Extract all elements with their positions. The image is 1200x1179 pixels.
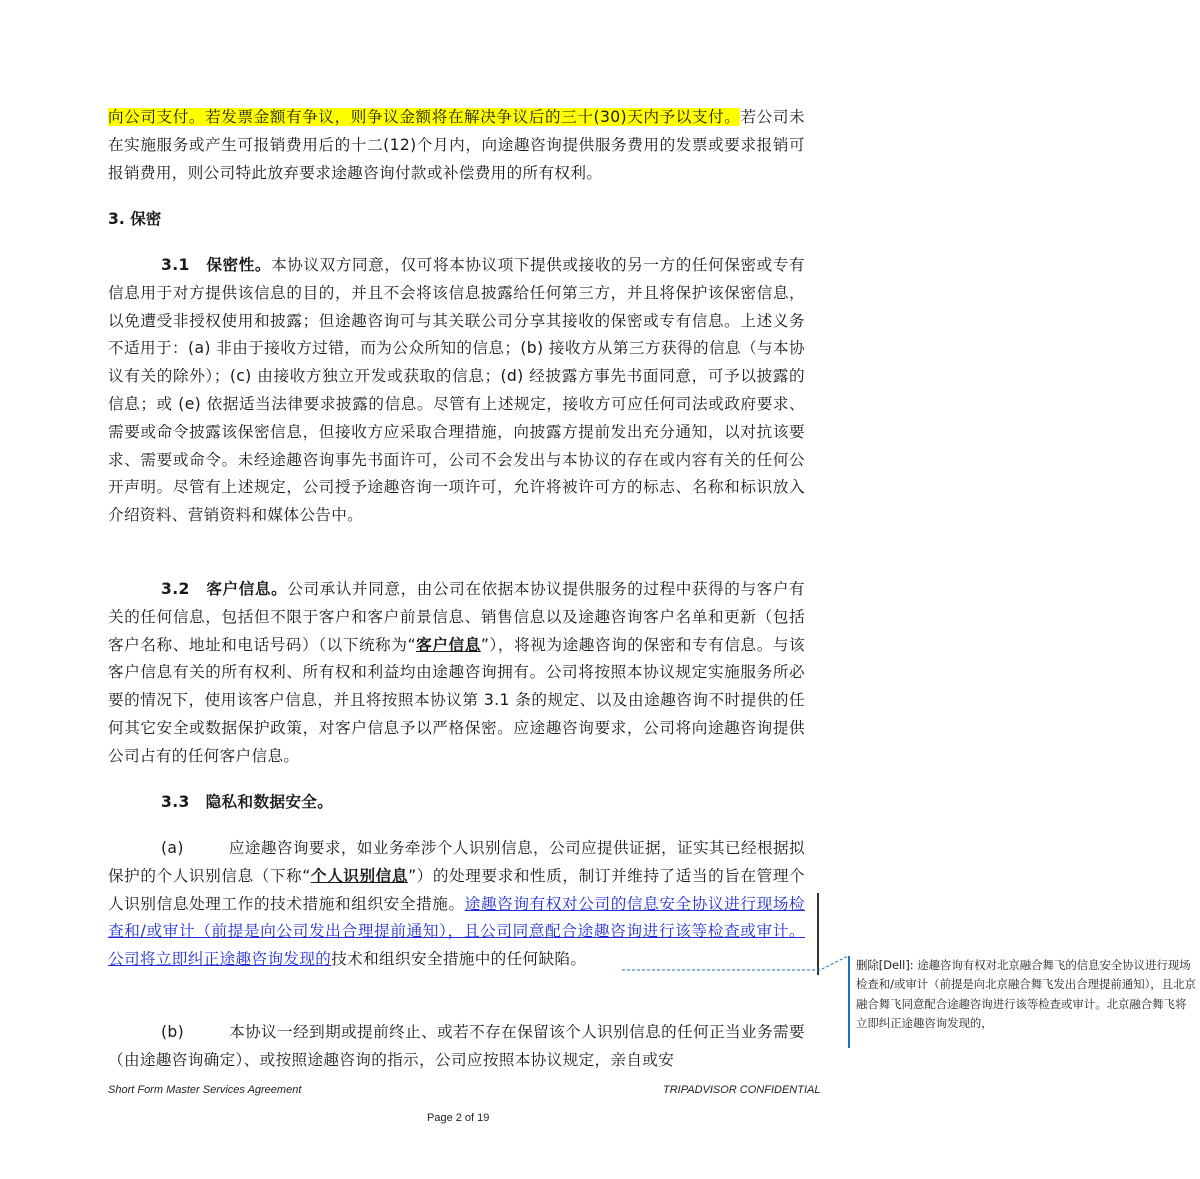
clause-3-1 xyxy=(108,252,805,530)
footer-right: TRIPADVISOR CONFIDENTIAL xyxy=(663,1084,821,1096)
clause-text: 应途趣咨询要求，如业务牵涉个人识别信息，公司应提供证据，证实其已经根据拟保护的个人识别信息（下称“ xyxy=(108,839,805,885)
defined-term: 客户信息 xyxy=(415,635,481,654)
clause-text: 本协议双方同意，仅可将本协议项下提供或接收的另一方的任何保密或专有信息用于对方提供该信息的目的，并且不会将该信息披露给任何第三方，并且将保护该保密信息，以免遭受非授权使用和披露；但途趣咨询可与其关联公司分享其接收的保密或专有信息。上述义务不适用于：(a) 非由于接收方过错，而为公众所知的信息；(b) 接收方从第三方获得的信息（与本协议有关的除外）；(c) 由接收方独立开发或获取的信息；(d) 经披露方事先书面同意，可予以披露的信息；或 (e) 依据适当法律要求披露的信息。尽管有上述规定，接收方可应任何司法或政府要求、需要或命令披露该保密信息，但接收方应采取合理措施，向披露方提前发出充分通知，以对抗该要求、需要或命令。未经途趣咨询事先书面许可，公司不会发出与本协议的存在或内容有关的任何公开声明。尽管有上述规定，公司授予途趣咨询一项许可，允许将被许可方的标志、名称和标识放入介绍资料、营销资料和媒体公告中。 xyxy=(108,256,805,525)
subclause-label: (a) xyxy=(161,839,184,857)
clause-title: 隐私和数据安全。 xyxy=(205,793,334,811)
clause-text: 技术和组织安全措施中的任何缺陷。 xyxy=(331,950,587,969)
clause-3-3-a xyxy=(108,835,805,974)
paragraph-payment xyxy=(108,104,805,187)
clause-3-3-b xyxy=(108,1019,805,1075)
section-heading-confidentiality: 3. 保密 xyxy=(108,210,162,228)
highlighted-text: 向公司支付。若发票金额有争议，则争议金额将在解决争议后的三十(30)天内予以支付。 xyxy=(108,108,741,126)
change-bar xyxy=(817,893,819,975)
defined-term: 个人识别信息 xyxy=(310,866,409,885)
clause-text: 本协议一经到期或提前终止、或若不存在保留该个人识别信息的任何正当业务需要（由途趣咨询确定）、或按照途趣咨询的指示，公司应按照本协议规定，亲自或安 xyxy=(108,1023,805,1069)
clause-number: 3.2 xyxy=(161,580,190,598)
clause-3-3 xyxy=(108,789,805,817)
clause-title: 保密性。 xyxy=(206,256,272,274)
comment-bar xyxy=(848,956,850,1048)
tracked-insertion[interactable]: 途趣咨询有权对公司的信息安全协议进行现场检查和/或审计（前提是向公司发出合理提前通知），且公司同意配合途趣咨询进行该等检查或审计。公司将立即纠正途趣咨询发现的 xyxy=(108,894,806,969)
clause-number: 3.1 xyxy=(161,256,190,274)
clause-text: 公司承认并同意，由公司在依据本协议提供服务的过程中获得的与客户有关的任何信息，包括但不限于客户和客户前景信息、销售信息以及途趣咨询客户名单和更新（包括客户名称、地址和电话号码）（以下统称为“ xyxy=(108,580,805,654)
comment-balloon[interactable] xyxy=(856,956,1196,1034)
comment-text: 途趣咨询有权对北京融合舞飞的信息安全协议进行现场检查和/或审计（前提是向北京融合舞飞发出合理提前通知），且北京融合舞飞同意配合途趣咨询进行该等检查或审计。北京融合舞飞将立即纠正途趣咨询发现的， xyxy=(856,958,1196,1031)
clause-number: 3.3 xyxy=(161,793,190,811)
paragraph-text: 若公司未在实施服务或产生可报销费用后的十二(12)个月内，向途趣咨询提供服务费用的发票或要求报销可报销费用，则公司特此放弃要求途趣咨询付款或补偿费用的所有权利。 xyxy=(108,108,805,182)
page-number: Page 2 of 19 xyxy=(427,1112,490,1124)
comment-author: 删除[Dell]: xyxy=(856,958,914,972)
footer-left: Short Form Master Services Agreement xyxy=(108,1084,302,1096)
subclause-label: (b) xyxy=(161,1023,185,1041)
clause-text: ”），将视为途趣咨询的保密和专有信息。与该客户信息有关的所有权利、所有权和利益均由途趣咨询拥有。公司将按照本协议规定实施服务所必要的情况下，使用该客户信息，并且将按照本协议第 3.1 条的规定、以及由途趣咨询不时提供的任何其它安全或数据保护政策，对客户信息予以严格保密。应途趣咨询要求，公司将向途趣咨询提供公司占有的任何客户信息。 xyxy=(108,635,806,765)
clause-title: 客户信息。 xyxy=(206,580,288,598)
clause-3-2 xyxy=(108,576,805,771)
clause-text: ”）的处理要求和性质，制订并维持了适当的旨在管理个人识别信息处理工作的技术措施和组织安全措施。 xyxy=(108,866,805,913)
